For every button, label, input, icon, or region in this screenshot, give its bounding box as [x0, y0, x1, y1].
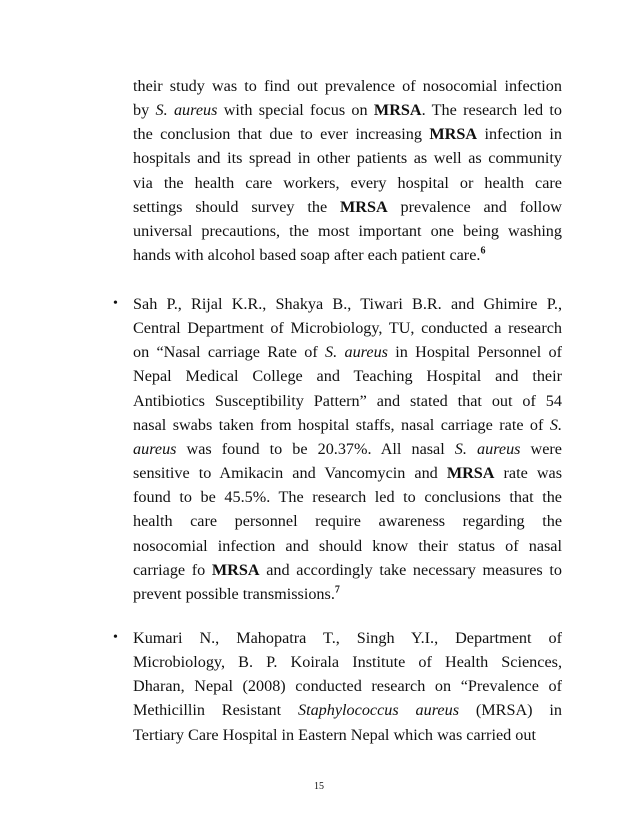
text-run: nosocomial infection and should know their status of nasal	[133, 536, 562, 555]
text-run: settings should survey the	[133, 197, 341, 216]
text-line	[133, 146, 562, 170]
text-run: Staphylococcus aureus	[298, 701, 460, 720]
text-line	[133, 509, 562, 533]
text-line	[133, 74, 562, 98]
text-run: S. aureus	[454, 439, 521, 458]
text-line	[133, 534, 562, 558]
text-run: prevalence and follow	[387, 197, 562, 216]
text-line	[133, 340, 562, 364]
text-run: MRSA	[373, 101, 422, 120]
text-run: and accordingly take necessary measures to	[259, 560, 562, 579]
text-line	[133, 219, 562, 243]
text-line	[133, 316, 562, 340]
text-run: Kumari N., Mahopatra T., Singh Y.I., Department of	[133, 629, 562, 647]
text-run: S. aureus	[155, 101, 218, 120]
text-run: (MRSA) in	[459, 701, 562, 720]
text-run: carriage fo	[133, 560, 212, 579]
text-run: was found to be 20.37%. All nasal	[176, 439, 455, 458]
text-line	[133, 723, 562, 747]
text-line	[133, 364, 562, 388]
text-run: Tertiary Care Hospital in Eastern Nepal which was carried out	[133, 725, 536, 744]
text-line	[133, 171, 562, 195]
text-run: were	[520, 439, 562, 458]
text-run: Central Department of Microbiology, TU, conducted a research	[133, 319, 562, 338]
bullet-icon: •	[113, 630, 118, 645]
text-run: MRSA	[446, 464, 495, 483]
text-run: infection in	[477, 125, 562, 144]
reference-number: 6	[480, 245, 486, 257]
text-line	[133, 650, 562, 674]
text-run: on “Nasal carriage Rate of	[133, 343, 326, 362]
text-line	[133, 461, 562, 485]
text-line	[133, 626, 562, 650]
text-run: prevent possible transmissions.	[133, 584, 335, 603]
text-run: the conclusion that due to ever increasing	[133, 125, 430, 144]
text-run: Antibiotics Susceptibility Pattern” and stated that out of 54	[133, 391, 562, 410]
text-run: nasal swabs taken from hospital staffs, nasal carriage rate of	[133, 415, 550, 434]
text-line	[133, 98, 562, 122]
text-run: S.	[549, 415, 562, 434]
text-run: with special focus on	[217, 101, 374, 120]
text-run: by	[133, 101, 156, 120]
text-run: MRSA	[211, 560, 260, 579]
reference-number: 7	[334, 584, 340, 596]
bullet-icon: •	[113, 296, 118, 311]
text-line	[133, 413, 562, 437]
text-run: Methicillin Resistant	[133, 701, 298, 720]
text-line	[133, 582, 562, 606]
text-run: rate was	[494, 464, 562, 483]
text-line	[133, 437, 562, 461]
text-run: S. aureus	[325, 343, 388, 362]
text-line	[133, 243, 562, 267]
text-line	[133, 485, 562, 509]
text-run: health care personnel require awareness regarding the	[133, 512, 562, 531]
text-run: Dharan, Nepal (2008) conducted research on “Prevalence of	[133, 677, 562, 696]
text-run: Sah P., Rijal K.R., Shakya B., Tiwari B.R. and Ghimire P.,	[133, 295, 562, 313]
text-line	[133, 195, 562, 219]
text-line	[133, 674, 562, 698]
text-run: MRSA	[340, 197, 388, 216]
text-run: MRSA	[429, 125, 478, 144]
text-run: via the health care workers, every hospital or health care	[133, 173, 562, 192]
text-run: Nepal Medical College and Teaching Hospital and their	[133, 367, 562, 386]
text-run: Microbiology, B. P. Koirala Institute of Health Sciences,	[133, 653, 562, 672]
text-line	[133, 558, 562, 582]
page-number: 15	[314, 781, 324, 792]
text-run: sensitive to Amikacin and Vancomycin and	[133, 464, 447, 483]
text-line	[133, 698, 562, 722]
text-run: found to be 45.5%. The research led to conclusions that the	[133, 488, 562, 507]
text-line	[133, 122, 562, 146]
text-run: in Hospital Personnel of	[387, 343, 562, 362]
text-run: hands with alcohol based soap after each patient care.	[133, 246, 481, 265]
text-run: hospitals and its spread in other patients as well as community	[133, 149, 562, 168]
text-line	[133, 389, 562, 413]
text-run: . The research led to	[421, 101, 562, 120]
text-run: aureus	[133, 439, 177, 458]
text-line	[133, 292, 562, 316]
text-run: their study was to find out prevalence of nosocomial infection	[133, 77, 562, 95]
text-run: universal precautions, the most important one being washing	[133, 221, 562, 240]
